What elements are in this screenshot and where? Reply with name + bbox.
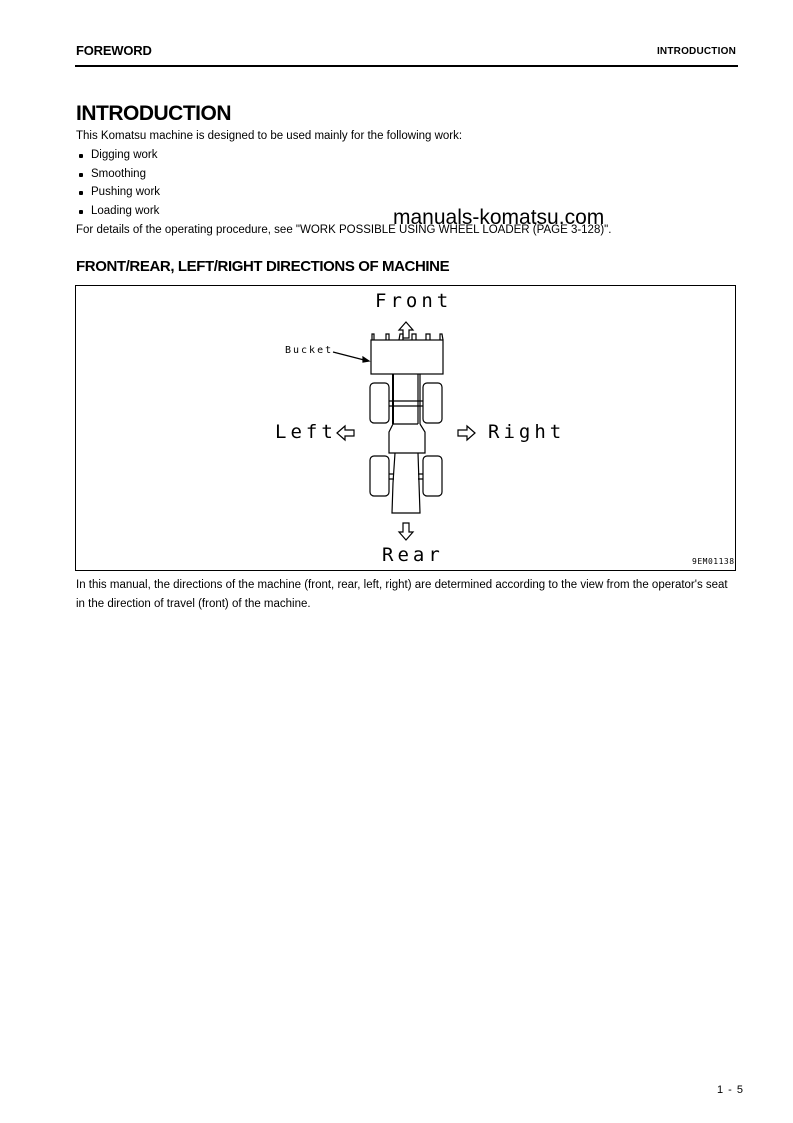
header-chapter: INTRODUCTION — [656, 46, 736, 57]
list-item: Smoothing — [78, 165, 160, 184]
rear-label: Rear — [382, 544, 444, 566]
directions-explanation: In this manual, the directions of the machine (front, rear, left, right) are determined according to the view from the operator's seat in the direction of travel (front) of the machine. — [76, 579, 728, 610]
left-label: Left — [275, 421, 337, 443]
arrow-right-icon — [458, 426, 475, 440]
intro-paragraph: This Komatsu machine is designed to be used mainly for the following work: — [76, 130, 463, 142]
right-label: Right — [488, 421, 566, 443]
figure-id: 9EM01138 — [692, 557, 735, 566]
watermark: manuals-komatsu.com — [393, 206, 605, 229]
details-paragraph: For details of the operating procedure, see "WORK POSSIBLE USING WHEEL LOADER (PAGE 3-128)". — [76, 224, 612, 236]
section-heading: FRONT/REAR, LEFT/RIGHT DIRECTIONS OF MACHINE — [76, 258, 450, 275]
page-title: INTRODUCTION — [76, 102, 231, 125]
list-item: Digging work — [78, 146, 160, 165]
front-label: Front — [375, 290, 453, 312]
arrow-up-icon — [399, 322, 413, 338]
bucket-label: Bucket — [285, 345, 334, 356]
header-section: FOREWORD — [76, 43, 152, 58]
page-number: 1 - 5 — [717, 1084, 745, 1096]
list-item: Loading work — [78, 202, 160, 221]
arrow-down-icon — [399, 523, 413, 540]
arrow-left-icon — [337, 426, 354, 440]
list-item: Pushing work — [78, 183, 160, 202]
